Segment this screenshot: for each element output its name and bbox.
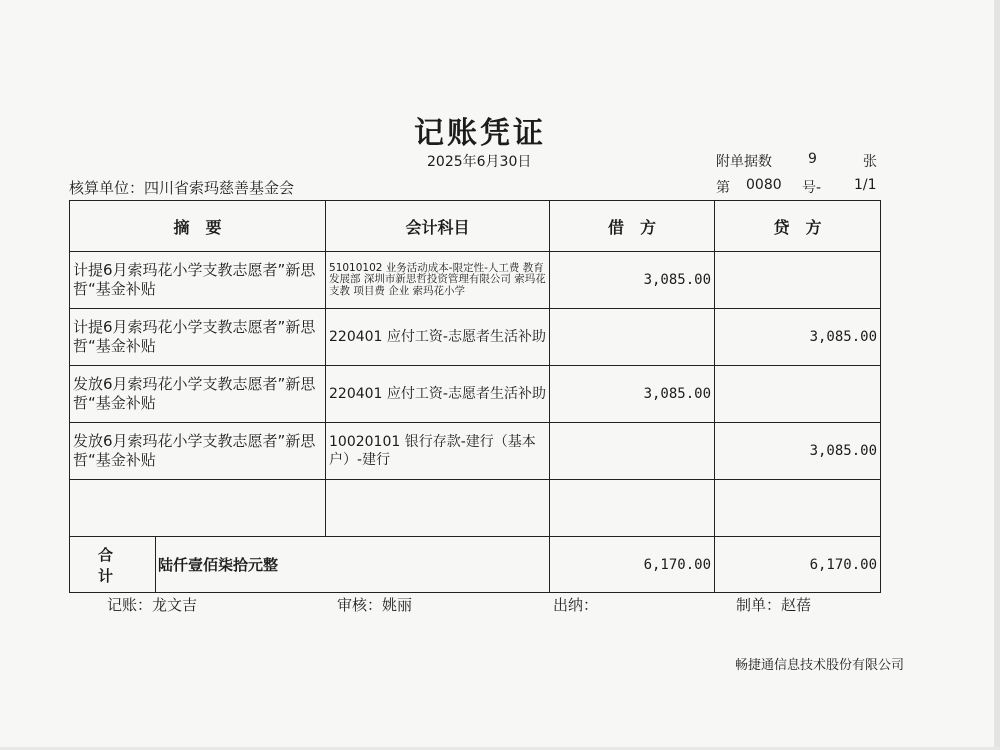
software-company: 畅捷通信息技术股份有限公司	[735, 658, 905, 673]
table-row-empty	[70, 480, 881, 537]
accounting-unit	[69, 177, 294, 198]
header-summary: 摘 要	[70, 201, 326, 252]
entry-account: 220401 应付工资-志愿者生活补助	[326, 309, 550, 366]
attachment-unit: 张	[863, 154, 877, 170]
entry-summary: 计提6月索玛花小学支教志愿者”新思哲“基金补贴	[70, 252, 326, 309]
entry-debit	[550, 423, 715, 480]
unit-label: 核算单位：	[69, 179, 145, 197]
entry-account: 10020101 银行存款-建行（基本户）-建行	[326, 423, 550, 480]
header-debit: 借 方	[550, 201, 715, 252]
cashier-signature	[553, 594, 598, 615]
entry-account: 51010102 业务活动成本-限定性-人工费 教育发展部 深圳市新思哲投资管理有限公司 索玛花支教 项目费 企业 索玛花小学	[326, 252, 550, 309]
entry-credit: 3,085.00	[715, 423, 881, 480]
reviewer-signature	[337, 594, 412, 615]
entry-summary: 计提6月索玛花小学支教志愿者”新思哲“基金补贴	[70, 309, 326, 366]
table-header-row	[70, 201, 881, 252]
preparer-signature	[736, 594, 811, 615]
table-row	[70, 366, 881, 423]
total-row	[70, 537, 881, 593]
entry-credit	[715, 480, 881, 537]
entry-debit: 3,085.00	[550, 252, 715, 309]
entry-summary	[70, 480, 326, 537]
total-debit: 6,170.00	[550, 537, 715, 593]
header-credit: 贷 方	[715, 201, 881, 252]
reviewer-name: 姚丽	[382, 596, 413, 614]
table-row	[70, 423, 881, 480]
bookkeeper-signature	[107, 594, 197, 615]
entry-account: 220401 应付工资-志愿者生活补助	[326, 366, 550, 423]
preparer-name: 赵蓓	[781, 596, 812, 614]
attachment-count	[716, 151, 877, 171]
entry-debit	[550, 309, 715, 366]
preparer-label: 制单：	[736, 596, 782, 614]
bookkeeper-label: 记账：	[107, 596, 153, 614]
voucher-title: 记账凭证	[414, 116, 546, 151]
entry-credit: 3,085.00	[715, 309, 881, 366]
table-row	[70, 252, 881, 309]
entry-summary: 发放6月索玛花小学支教志愿者”新思哲“基金补贴	[70, 366, 326, 423]
unit-name: 四川省索玛慈善基金会	[144, 179, 295, 197]
voucher-suffix: 号-	[802, 180, 822, 196]
voucher-date: 2025年6月30日	[427, 154, 532, 170]
table-row	[70, 309, 881, 366]
bookkeeper-name: 龙文吉	[152, 596, 198, 614]
header-account: 会计科目	[326, 201, 550, 252]
reviewer-label: 审核：	[337, 596, 383, 614]
voucher-prefix: 第	[716, 180, 730, 196]
entry-summary: 发放6月索玛花小学支教志愿者”新思哲“基金补贴	[70, 423, 326, 480]
voucher-page: 1/1	[854, 177, 877, 193]
attachment-label: 附单据数	[716, 154, 772, 170]
total-credit: 6,170.00	[715, 537, 881, 593]
entry-credit	[715, 252, 881, 309]
voucher-num: 0080	[746, 177, 782, 193]
voucher-table	[69, 200, 881, 593]
entry-debit	[550, 480, 715, 537]
entry-credit	[715, 366, 881, 423]
entry-debit: 3,085.00	[550, 366, 715, 423]
total-label: 合 计	[70, 537, 156, 593]
scan-edge	[994, 0, 1000, 750]
cashier-label: 出纳：	[553, 596, 599, 614]
total-amount-words: 陆仟壹佰柒拾元整	[156, 537, 550, 593]
entry-account	[326, 480, 550, 537]
attachment-number: 9	[808, 151, 817, 167]
